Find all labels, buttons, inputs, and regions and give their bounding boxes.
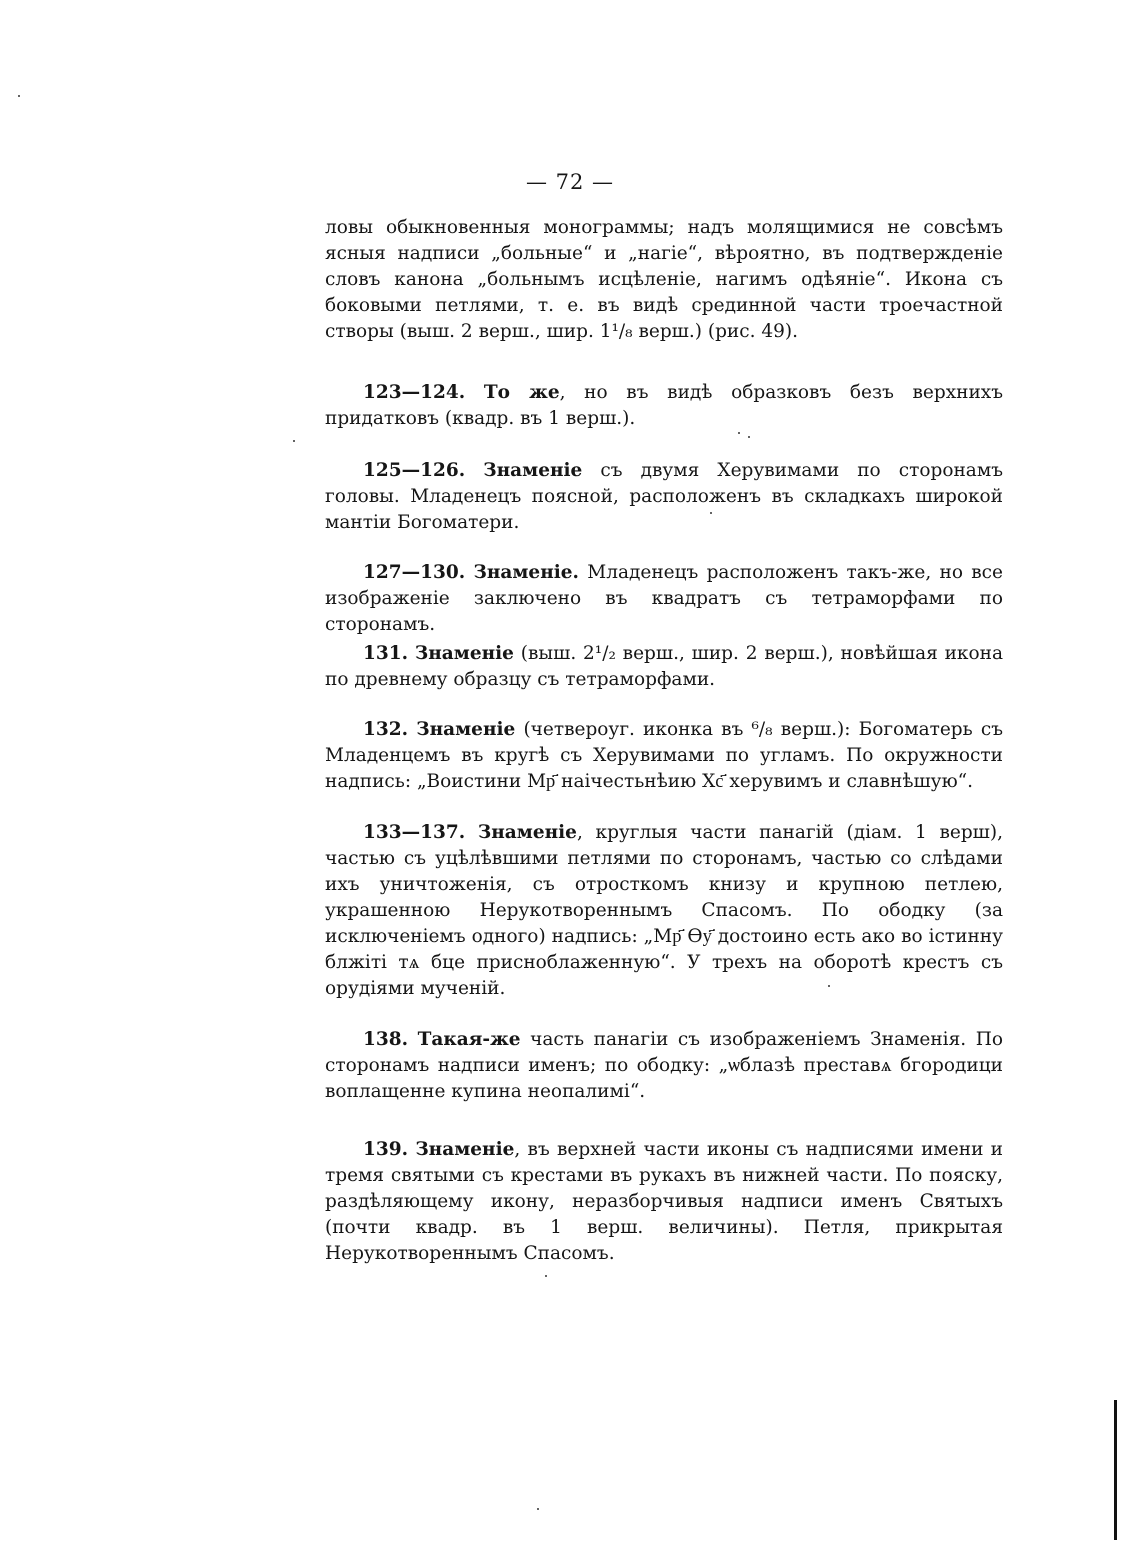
page-number: — 72 —: [525, 170, 615, 194]
entry-number: 132.: [363, 719, 409, 740]
entry-127-130: [325, 560, 1003, 638]
entry-title: Знаменіе.: [473, 562, 579, 583]
scan-speck: [738, 432, 740, 434]
scan-speck: [828, 985, 830, 987]
entry-number: 125—126.: [363, 460, 466, 481]
entry-title: Знаменіе: [415, 1139, 515, 1160]
entry-text: , но въ видѣ образковъ безъ верхнихъ придатковъ (квадр. въ 1 верш.).: [325, 382, 1004, 429]
entry-text: съ двумя Херувимами по сторонамъ головы. Младенецъ поясной, расположенъ въ складкахъ широкой мантіи Богоматери.: [325, 460, 1003, 533]
entry-132: [325, 717, 1003, 795]
entry-133-137: [325, 820, 1003, 1002]
paragraph-continuation: [325, 215, 1003, 345]
entry-title: Такая-же: [417, 1029, 521, 1050]
scan-speck: [545, 1275, 547, 1277]
entry-number: 133—137.: [363, 822, 466, 843]
entry-text: , въ верхней части иконы съ надписями имени и тремя святыми съ крестами въ рукахъ въ нижней части. По пояску, раздѣляющему икону, неразборчивыя надписи именъ Святыхъ (почти квадр. въ 1 верш. величины). Петля, прикрытая Нерукотвореннымъ Спасомъ.: [325, 1139, 1003, 1264]
paragraph-text: ловы обыкновенныя монограммы; надъ молящимися не совсѣмъ ясныя надписи „больные“ и „нагіе“, вѣроятно, въ подтвержденіе словъ канона „больнымъ исцѣленіе, нагимъ одѣяніе“. Икона съ боковыми петлями, т. е. въ видѣ срединной части троечастной створы (выш. 2 верш., шир. 1¹/₈ верш.) (рис. 49).: [325, 217, 1003, 342]
entry-139: [325, 1137, 1003, 1267]
entry-number: 138.: [363, 1029, 409, 1050]
entry-text: Младенецъ расположенъ такъ-же, но все изображеніе заключено въ квадратъ съ тетраморфами по сторонамъ.: [325, 562, 1003, 635]
entry-text: часть панагіи съ изображеніемъ Знаменія. По сторонамъ надписи именъ; по ободку: „ѡблазѣ преставѧ бгородици воплащенне купина неопалимі“.: [325, 1029, 1003, 1102]
entry-number: 139.: [363, 1139, 409, 1160]
entry-title: Знаменіе: [483, 460, 583, 481]
entry-text: (четвероуг. иконка въ ⁶/₈ верш.): Богоматерь съ Младенцемъ въ кругѣ съ Херувимами по угламъ. По окружности надпись: „Воистини Мр҃ наічестьнѣию Хс҃ херувимъ и славнѣшую“.: [325, 719, 1004, 792]
entry-title: Знаменіе: [477, 822, 577, 843]
scan-speck: [748, 436, 750, 438]
scan-speck: [710, 512, 712, 514]
entry-123-124: [325, 380, 1003, 432]
scan-speck: [537, 1508, 539, 1510]
scan-edge-line: [1114, 1400, 1117, 1540]
entry-138: [325, 1027, 1003, 1105]
scan-speck: [293, 440, 295, 442]
scan-speck: [18, 95, 20, 97]
entry-text: , круглыя части панагій (діам. 1 верш), частью съ уцѣлѣвшими петлями по сторонамъ, частью со слѣдами ихъ уничтоженія, съ отросткомъ книзу и крупною петлею, украшенною Нерукотвореннымъ Спасомъ. По ободку (за исключеніемъ одного) надпись: „Мр҃ Ѳу҃ достоино есть ако во істинну блжіті тѧ бце приснoблаженную“. У трехъ на оборотѣ крестъ съ орудіями мученій.: [325, 822, 1003, 999]
entry-text: (выш. 2¹/₂ верш., шир. 2 верш.), новѣйшая икона по древнему образцу съ тетраморфами.: [325, 643, 1003, 690]
entry-title: Знаменіе: [414, 643, 514, 664]
entry-number: 123—124.: [363, 382, 466, 403]
entry-title: Знаменіе: [416, 719, 516, 740]
entry-title: То же: [483, 382, 560, 403]
entry-number: 127—130.: [363, 562, 466, 583]
entry-125-126: [325, 458, 1003, 536]
entry-number: 131.: [363, 643, 409, 664]
entry-131: [325, 641, 1003, 693]
